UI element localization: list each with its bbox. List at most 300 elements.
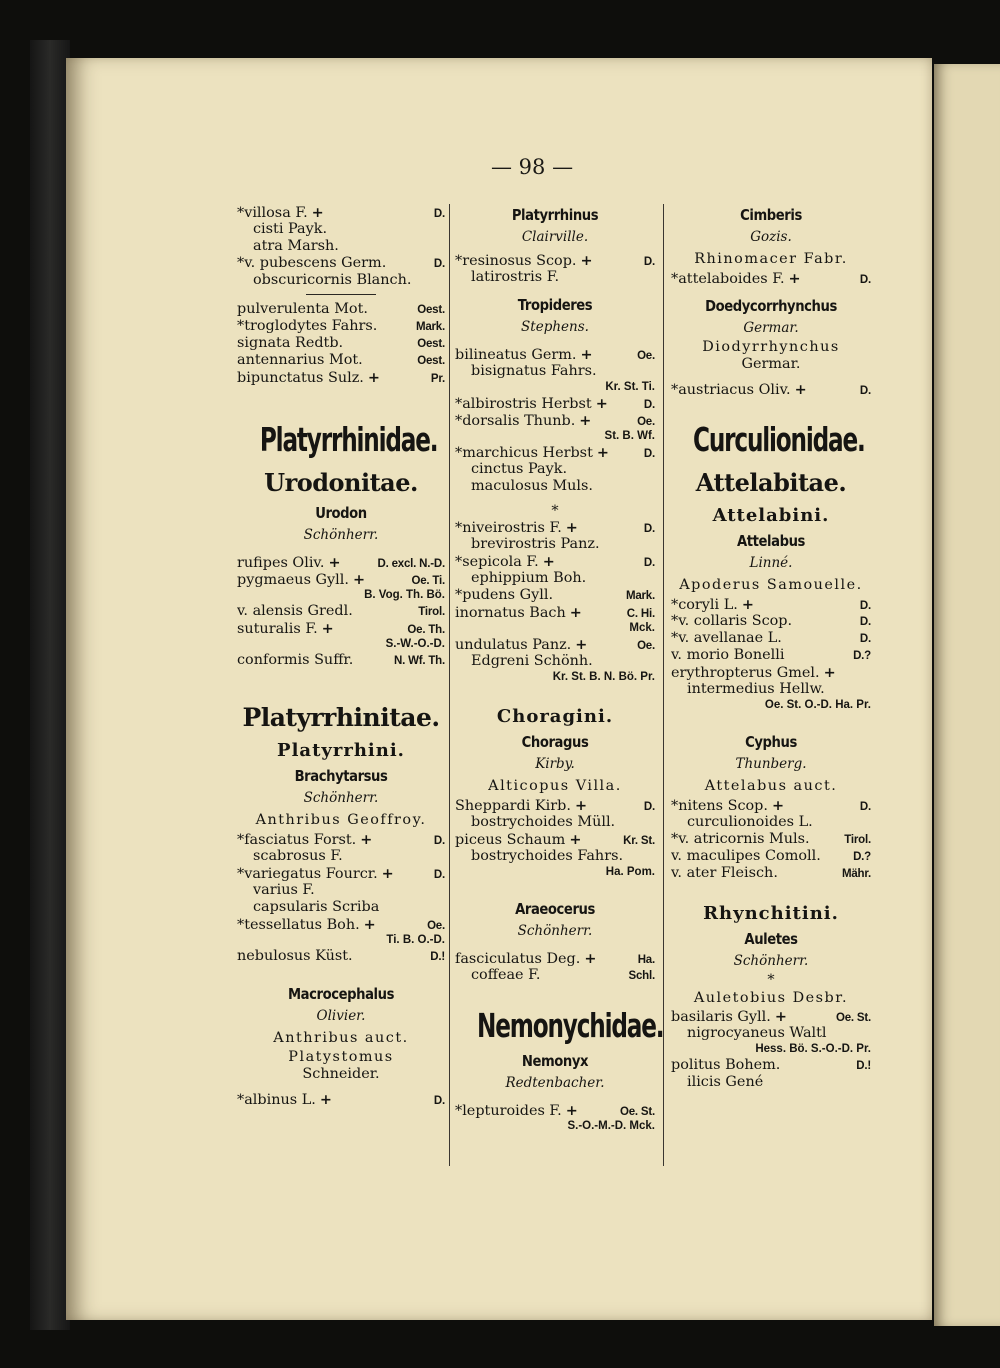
native-marker: * — [671, 831, 679, 847]
distribution: D. — [643, 801, 655, 813]
species-list — [671, 381, 871, 398]
distribution: D. — [433, 258, 445, 270]
species-list — [455, 797, 655, 880]
genus-heading: Choragus — [521, 733, 589, 751]
species-name: tessellatus Boh. — [244, 917, 360, 933]
separator-star: * — [767, 972, 775, 988]
cross-icon: + — [363, 916, 376, 933]
species-entry — [455, 395, 655, 412]
cross-icon: + — [771, 797, 785, 814]
genus-heading: Attelabus — [737, 532, 805, 550]
distribution-continuation: St. B. Wf. — [604, 430, 655, 442]
species-name: villosa F. — [244, 205, 308, 221]
genus-author: Olivier. — [316, 1008, 366, 1024]
species-name: lepturoides F. — [462, 1103, 562, 1119]
species-entry — [455, 444, 655, 461]
separator-star: * — [551, 503, 559, 519]
species-entry — [455, 587, 655, 604]
cross-icon: + — [580, 252, 593, 269]
species-entry — [671, 664, 871, 681]
genus-heading: Brachytarsus — [294, 767, 388, 785]
species-entry — [237, 335, 445, 352]
genus-heading: Cyphus — [745, 733, 797, 751]
species-list — [671, 596, 871, 713]
genus-author: Schönherr. — [303, 527, 379, 543]
distribution: Tirol. — [844, 834, 871, 846]
distribution-continuation: Kr. St. B. N. Bö. Pr. — [552, 671, 655, 683]
species-name: Sheppardi Kirb. — [455, 798, 571, 814]
distribution: D. — [433, 1095, 445, 1107]
distribution: Kr. St. — [623, 835, 655, 847]
genus-heading: Macrocephalus — [287, 985, 395, 1003]
species-name: v. collaris Scop. — [678, 613, 793, 629]
distribution: D. — [433, 208, 445, 220]
cross-icon: + — [575, 636, 588, 653]
species-name: albirostris Herbst — [462, 396, 592, 412]
genus-heading: Auletes — [744, 930, 798, 948]
species-entry — [455, 363, 655, 380]
native-marker: * — [671, 271, 679, 287]
species-entry — [237, 882, 445, 899]
species-entry — [237, 571, 445, 588]
genus-synonym: Attelabus auct. — [704, 778, 838, 794]
species-list — [671, 1008, 871, 1091]
distribution: Tirol. — [418, 606, 445, 618]
species-name: dorsalis Thunb. — [462, 413, 576, 429]
species-name: undulatus Panz. — [455, 637, 572, 653]
middle-column — [455, 204, 664, 1134]
cross-icon: + — [328, 554, 341, 571]
species-name: capsularis Scriba — [253, 899, 380, 915]
genus-author: Thunberg. — [735, 756, 807, 772]
species-name: v. atricornis Muls. — [678, 831, 810, 847]
species-entry — [237, 899, 445, 916]
distribution: Oe. — [637, 350, 655, 362]
species-entry — [671, 270, 871, 287]
species-name: fasciculatus Deg. — [455, 951, 581, 967]
species-name: bisignatus Fahrs. — [471, 363, 597, 379]
species-entry — [237, 369, 445, 386]
species-entry — [455, 1102, 655, 1119]
species-name: nebulosus Küst. — [237, 948, 353, 964]
species-name: v. alensis Gredl. — [237, 603, 353, 619]
species-name: atra Marsh. — [253, 238, 339, 254]
species-name: erythropterus Gmel. — [671, 665, 820, 681]
species-name: pulverulenta Mot. — [237, 301, 368, 317]
distribution: D. — [643, 523, 655, 535]
genus-synonym: Apoderus Samouelle. — [679, 577, 863, 593]
species-entry — [237, 652, 445, 669]
species-name: scabrosus F. — [253, 848, 343, 864]
species-name: ephippium Boh. — [471, 570, 587, 586]
left-column — [237, 204, 445, 1108]
species-name: bostrychoides Fahrs. — [471, 848, 624, 864]
species-entry — [237, 272, 445, 289]
species-name: brevirostris Panz. — [471, 536, 600, 552]
species-entry — [455, 536, 655, 553]
species-list — [455, 1102, 655, 1134]
native-marker: * — [455, 445, 463, 461]
distribution: D. — [643, 557, 655, 569]
distribution: D.? — [853, 851, 871, 863]
genus-synonym-author: Schneider. — [302, 1066, 380, 1082]
distribution-continuation: Ti. B. O.-D. — [386, 934, 445, 946]
distribution: D. — [643, 399, 655, 411]
native-marker: * — [671, 382, 679, 398]
species-entry — [237, 255, 445, 272]
distribution: D. — [859, 385, 871, 397]
species-entry — [455, 269, 655, 286]
distribution: Mark. — [415, 321, 445, 333]
genus-synonym-author: Germar. — [741, 356, 801, 372]
species-name: Edgreni Schönh. — [471, 653, 593, 669]
species-name: cisti Payk. — [253, 221, 328, 237]
species-entry — [237, 848, 445, 865]
cross-icon: + — [381, 865, 394, 882]
native-marker: * — [455, 1103, 463, 1119]
distribution-continuation: S.-O.-M.-D. Mck. — [567, 1120, 655, 1132]
tribe-heading: Choragini. — [496, 706, 614, 727]
native-marker: * — [455, 413, 463, 429]
species-entry — [671, 865, 871, 882]
species-name: v. ater Fleisch. — [671, 865, 778, 881]
species-name: bipunctatus Sulz. — [237, 370, 364, 386]
genus-author: Kirby. — [535, 756, 575, 772]
species-entry — [455, 461, 655, 478]
book-binding — [30, 40, 70, 1330]
species-name: v. morio Bonelli — [671, 647, 785, 663]
species-entry — [455, 570, 655, 587]
cross-icon: + — [579, 412, 592, 429]
native-marker: * — [455, 396, 463, 412]
native-marker: * — [671, 613, 679, 629]
species-name: albinus L. — [244, 1092, 316, 1108]
species-entry — [237, 238, 445, 255]
species-name: cinctus Payk. — [471, 461, 568, 477]
subfamily-heading: Platyrrhinitae. — [242, 703, 440, 732]
species-name: varius F. — [253, 882, 315, 898]
genus-heading: Tropideres — [517, 296, 593, 314]
species-entry — [237, 948, 445, 965]
species-list — [455, 346, 655, 495]
species-name: antennarius Mot. — [237, 352, 363, 368]
distribution: Oe. Ti. — [411, 575, 445, 587]
species-name: coryli L. — [678, 597, 738, 613]
distribution: N. Wf. Th. — [393, 655, 445, 667]
species-name: pygmaeus Gyll. — [237, 572, 349, 588]
species-name: bostrychoides Müll. — [471, 814, 616, 830]
species-name: nigrocyaneus Waltl — [687, 1025, 827, 1041]
distribution: D. — [643, 256, 655, 268]
genus-author: Schönherr. — [733, 953, 809, 969]
species-entry — [237, 221, 445, 238]
native-marker: * — [237, 832, 245, 848]
cross-icon: + — [321, 620, 334, 637]
species-entry — [671, 1025, 871, 1042]
cross-icon: + — [584, 950, 597, 967]
species-name: nitens Scop. — [678, 798, 768, 814]
cross-icon: + — [542, 553, 555, 570]
species-name: obscuricornis Blanch. — [253, 272, 412, 288]
distribution: Oest. — [417, 355, 445, 367]
page-number: — 98 — — [491, 155, 574, 179]
cross-icon: + — [741, 596, 754, 613]
distribution: D. — [859, 616, 871, 628]
species-name: suturalis F. — [237, 621, 318, 637]
distribution-continuation: Kr. St. Ti. — [605, 381, 655, 393]
distribution: D. — [643, 448, 655, 460]
genus-author: Stephens. — [521, 319, 589, 335]
native-marker: * — [237, 318, 245, 334]
species-name: rufipes Oliv. — [237, 555, 325, 571]
species-list — [455, 252, 655, 286]
species-list — [671, 270, 871, 287]
cross-icon: + — [596, 444, 609, 461]
genus-heading: Nemonyx — [521, 1052, 589, 1070]
species-list — [237, 554, 445, 669]
distribution: Oe. — [637, 416, 655, 428]
subfamily-heading: Urodonitae. — [264, 468, 418, 497]
distribution: D.! — [856, 1060, 871, 1072]
genus-heading: Platyrrhinus — [511, 206, 599, 224]
cross-icon: + — [569, 604, 582, 621]
genus-synonym: Anthribus Geoffroy. — [255, 812, 427, 828]
native-marker: * — [237, 1092, 245, 1108]
genus-author: Gozis. — [750, 229, 792, 245]
species-name: v. maculipes Comoll. — [671, 848, 821, 864]
family-heading: Curculionidae. — [693, 420, 865, 459]
species-name: marchicus Herbst — [462, 445, 593, 461]
species-list — [671, 797, 871, 882]
distribution: D. — [859, 633, 871, 645]
species-name: pudens Gyll. — [462, 587, 554, 603]
cross-icon: + — [794, 381, 807, 398]
distribution: Oe. — [637, 640, 655, 652]
genus-synonym: Anthribus auct. — [273, 1030, 409, 1046]
species-name: v. avellanae L. — [678, 630, 782, 646]
species-entry — [237, 301, 445, 318]
species-name: politus Bohem. — [671, 1057, 781, 1073]
species-list — [237, 1091, 445, 1108]
distribution: Mähr. — [841, 868, 871, 880]
genus-synonym: Diodyrrhynchus — [702, 339, 840, 355]
species-entry — [237, 554, 445, 571]
species-entry — [455, 604, 655, 621]
tribe-heading: Rhynchitini. — [703, 903, 839, 924]
species-entry — [671, 647, 871, 664]
species-entry — [455, 814, 655, 831]
species-name: fasciatus Forst. — [244, 832, 357, 848]
native-marker: * — [671, 597, 679, 613]
species-entry — [237, 352, 445, 369]
distribution: Schl. — [628, 970, 655, 982]
species-entry — [455, 967, 655, 984]
genus-author: Redtenbacher. — [505, 1075, 605, 1091]
species-entry — [671, 814, 871, 831]
native-marker: * — [237, 255, 245, 271]
distribution: D.? — [853, 650, 871, 662]
species-entry — [671, 596, 871, 613]
species-entry — [455, 478, 655, 495]
distribution-continuation: S.-W.-O.-D. — [385, 638, 445, 650]
species-list — [455, 950, 655, 984]
native-marker: * — [455, 253, 463, 269]
species-entry — [455, 412, 655, 429]
species-entry — [455, 346, 655, 363]
species-entry — [237, 831, 445, 848]
distribution: D. — [859, 274, 871, 286]
species-entry — [455, 252, 655, 269]
distribution-continuation: Oe. St. O.-D. Ha. Pr. — [764, 699, 871, 711]
distribution: D. excl. N.-D. — [377, 558, 445, 570]
distribution: D. — [433, 869, 445, 881]
distribution: D.! — [430, 951, 445, 963]
species-entry — [237, 916, 445, 933]
native-marker: * — [671, 798, 679, 814]
cross-icon: + — [580, 346, 593, 363]
genus-author: Schönherr. — [303, 790, 379, 806]
species-name: piceus Schaum — [455, 832, 566, 848]
species-entry — [455, 950, 655, 967]
tribe-heading: Platyrrhini. — [277, 740, 405, 761]
next-page-edge — [934, 64, 1000, 1326]
cross-icon: + — [319, 1091, 332, 1108]
species-entry — [237, 620, 445, 637]
column-divider — [449, 204, 450, 1166]
species-entry — [671, 381, 871, 398]
distribution-continuation: Mck. — [629, 622, 655, 634]
distribution-continuation: Ha. Pom. — [605, 866, 655, 878]
native-marker: * — [455, 587, 463, 603]
distribution-continuation: Hess. Bö. S.-O.-D. Pr. — [755, 1043, 871, 1055]
species-name: intermedius Hellw. — [687, 681, 825, 697]
genus-heading: Doedycorrhynchus — [705, 297, 837, 315]
distribution-continuation: B. Vog. Th. Bö. — [364, 589, 445, 601]
species-name: austriacus Oliv. — [678, 382, 791, 398]
distribution: D. — [859, 801, 871, 813]
genus-synonym: Platystomus — [288, 1049, 394, 1065]
distribution: Oest. — [417, 338, 445, 350]
cross-icon: + — [360, 831, 373, 848]
species-entry — [671, 848, 871, 865]
tribe-heading: Attelabini. — [712, 505, 830, 526]
native-marker: * — [237, 205, 245, 221]
species-name: inornatus Bach — [455, 605, 566, 621]
genus-heading: Cimberis — [740, 206, 802, 224]
distribution: Oest. — [417, 304, 445, 316]
species-name: niveirostris F. — [462, 520, 562, 536]
native-marker: * — [671, 630, 679, 646]
distribution: Oe. Th. — [407, 624, 445, 636]
cross-icon: + — [595, 395, 608, 412]
cross-icon: + — [311, 204, 324, 221]
species-entry — [671, 681, 871, 698]
species-entry — [455, 848, 655, 865]
cross-icon: + — [569, 831, 582, 848]
genus-author: Clairville. — [521, 229, 589, 245]
distribution: Oe. St. — [835, 1012, 871, 1024]
cross-icon: + — [565, 1102, 578, 1119]
native-marker: * — [455, 554, 463, 570]
distribution: C. Hi. — [626, 608, 655, 620]
cross-icon: + — [788, 270, 801, 287]
genus-heading: Araeocerus — [515, 900, 595, 918]
genus-heading: Urodon — [315, 504, 367, 522]
family-heading: Nemonychidae. — [477, 1006, 664, 1045]
cross-icon: + — [574, 797, 587, 814]
species-entry — [671, 630, 871, 647]
species-name: basilaris Gyll. — [671, 1009, 771, 1025]
native-marker: * — [455, 520, 463, 536]
species-name: attelaboides F. — [678, 271, 785, 287]
species-name: latirostris F. — [471, 269, 560, 285]
species-name: troglodytes Fahrs. — [244, 318, 378, 334]
right-column — [671, 204, 871, 1091]
genus-author: Germar. — [743, 320, 799, 336]
distribution: Mark. — [625, 590, 655, 602]
species-entry — [455, 653, 655, 670]
species-name: maculosus Muls. — [471, 478, 593, 494]
cross-icon: + — [823, 664, 836, 681]
species-entry — [455, 797, 655, 814]
species-name: sepicola F. — [462, 554, 539, 570]
distribution: Ha. — [637, 954, 655, 966]
species-entry — [455, 553, 655, 570]
distribution: D. — [859, 600, 871, 612]
species-list — [455, 519, 655, 685]
species-entry — [455, 831, 655, 848]
species-entry — [455, 636, 655, 653]
species-entry — [671, 1008, 871, 1025]
species-list — [237, 204, 445, 289]
species-entry — [671, 613, 871, 630]
separator-rule — [306, 294, 376, 295]
native-marker: * — [237, 917, 245, 933]
species-name: resinosus Scop. — [462, 253, 577, 269]
cross-icon: + — [367, 369, 380, 386]
species-name: variegatus Fourcr. — [244, 866, 378, 882]
genus-synonym: Alticopus Villa. — [488, 778, 622, 794]
distribution: Oe. — [427, 920, 445, 932]
species-list — [237, 831, 445, 965]
cross-icon: + — [352, 571, 365, 588]
species-entry — [237, 318, 445, 335]
species-entry — [671, 1074, 871, 1091]
genus-synonym: Auletobius Desbr. — [693, 990, 849, 1006]
genus-author: Schönherr. — [517, 923, 593, 939]
subfamily-heading: Attelabitae. — [695, 468, 847, 497]
species-entry — [237, 865, 445, 882]
species-list — [237, 301, 445, 386]
species-name: coffeae F. — [471, 967, 541, 983]
species-entry — [237, 603, 445, 620]
species-entry — [455, 519, 655, 536]
species-entry — [671, 831, 871, 848]
native-marker: * — [237, 866, 245, 882]
species-name: v. pubescens Germ. — [244, 255, 387, 271]
genus-synonym: Rhinomacer Fabr. — [694, 251, 848, 267]
genus-author: Linné. — [749, 555, 793, 571]
species-name: bilineatus Germ. — [455, 347, 577, 363]
family-heading: Platyrrhinidae. — [259, 420, 438, 459]
species-name: curculionoides L. — [687, 814, 813, 830]
species-entry — [237, 1091, 445, 1108]
cross-icon: + — [565, 519, 578, 536]
species-entry — [671, 797, 871, 814]
distribution: D. — [433, 835, 445, 847]
distribution: Pr. — [430, 373, 445, 385]
species-name: conformis Suffr. — [237, 652, 354, 668]
